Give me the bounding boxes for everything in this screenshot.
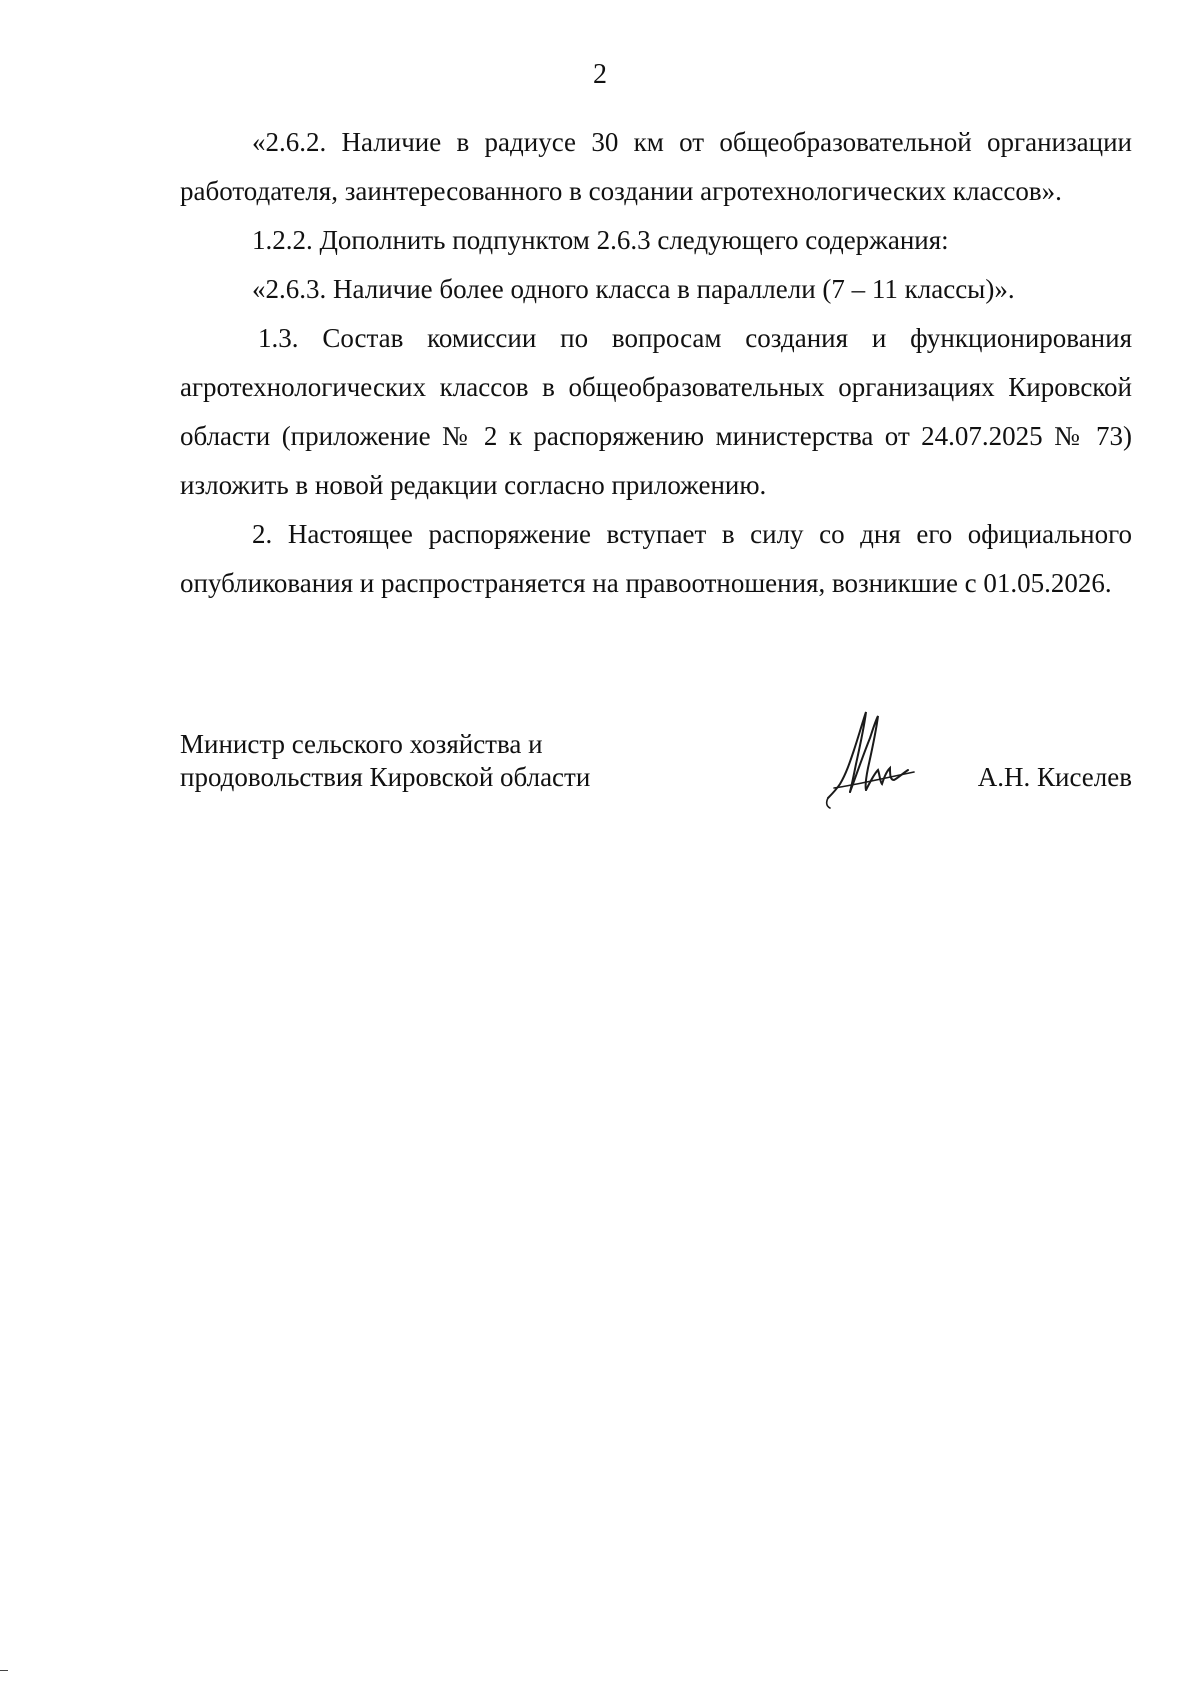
page-number: 2 — [593, 59, 607, 90]
paragraph-2: 2. Настоящее распоряжение вступает в силу со дня его официального опубликования и распространяется на правоотношения, возникшие с 01.05.2026. — [180, 519, 1132, 598]
paragraph-1-3: 1.3. Состав комиссии по вопросам создания и функционирования агротехнологических классов в общеобразовательных организациях Кировской области (приложение № 2 к распоряжению министерства от 24.07.2025 № 73) изложить в новой редакции согласно приложению. — [180, 323, 1132, 500]
paragraph-2-6-3: «2.6.3. Наличие более одного класса в параллели (7 – 11 классы)». — [252, 274, 1015, 304]
signatory-name: А.Н. Киселев — [977, 762, 1132, 792]
signatory-title-line-2: продовольствия Кировской области — [180, 762, 591, 792]
signatory-title-line-1: Министр сельского хозяйства и — [180, 729, 543, 759]
scan-edge-mark — [0, 1670, 8, 1671]
signature-block — [180, 728, 1132, 818]
handwritten-signature-icon — [820, 698, 920, 813]
paragraph-1-2-2: 1.2.2. Дополнить подпунктом 2.6.3 следующего содержания: — [252, 225, 949, 255]
signatory-title — [180, 728, 700, 794]
document-body — [180, 118, 1132, 608]
paragraph-2-6-2: «2.6.2. Наличие в радиусе 30 км от общеобразовательной организации работодателя, заинтересованного в создании агротехнологических классов». — [180, 127, 1132, 206]
